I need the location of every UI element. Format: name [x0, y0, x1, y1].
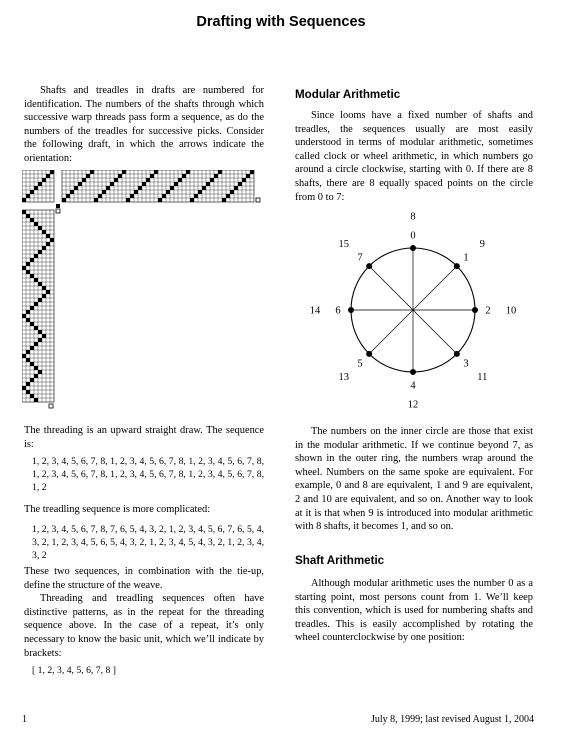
tieup-mark	[34, 186, 38, 190]
tieup-mark	[26, 194, 30, 198]
threading-mark	[214, 174, 218, 178]
threading-mark	[70, 190, 74, 194]
threading-mark	[194, 194, 198, 198]
treadling-mark	[38, 298, 42, 302]
treadling-mark	[46, 290, 50, 294]
treadling-mark	[38, 226, 42, 230]
threading-mark	[238, 182, 242, 186]
treadling-mark	[38, 282, 42, 286]
closing-block	[24, 565, 264, 678]
inner-number: 3	[463, 358, 469, 370]
treadling-mark	[34, 374, 38, 378]
threading-mark	[202, 186, 206, 190]
threading-mark	[158, 198, 162, 202]
treadling-mark	[42, 230, 46, 234]
threading-mark	[142, 182, 146, 186]
wheel-point	[348, 307, 354, 313]
threading-mark	[110, 182, 114, 186]
threading-mark	[198, 190, 202, 194]
treadling-mark	[30, 274, 34, 278]
treadling-mark	[30, 306, 34, 310]
threading-mark	[178, 178, 182, 182]
treadling-mark	[34, 254, 38, 258]
treadling-mark	[22, 210, 26, 214]
threading-mark	[162, 194, 166, 198]
threading-mark	[182, 174, 186, 178]
treadling-mark	[38, 330, 42, 334]
threading-mark	[146, 178, 150, 182]
inner-number: 2	[485, 305, 491, 317]
threading-mark	[82, 178, 86, 182]
threading-mark	[242, 178, 246, 182]
treadling-mark	[34, 278, 38, 282]
outer-number: 10	[505, 305, 517, 317]
treadling-mark	[42, 246, 46, 250]
threading-mark	[86, 174, 90, 178]
treadling-mark	[26, 270, 30, 274]
treadling-mark	[26, 214, 30, 218]
bracket-sequence: [ 1, 2, 3, 4, 5, 6, 7, 8 ]	[32, 665, 116, 677]
threading-mark	[222, 198, 226, 202]
threading-mark	[226, 194, 230, 198]
outer-number: 12	[407, 399, 419, 411]
wheel-point	[366, 351, 372, 357]
numbers-paragraph: The numbers on the inner circle are those that exist in the modular arithmetic. If we continue beyond 7, as shown in the outer ring, the numbers wrap around the wheel. Numbers on the same spoke are equivalent. For example, 0 and 8 are equivalent, 1 and 9 are equivalent, 2 and 10 are equivalent, and so on. Another way to look at it is that when 9 is introduced into modular arithmetic with 8 shafts, it becomes 1, and so on.	[295, 426, 533, 533]
orientation-arrow	[49, 404, 53, 408]
threading-mark	[210, 178, 214, 182]
threading-mark	[98, 194, 102, 198]
threading-mark	[206, 182, 210, 186]
outer-number: 13	[338, 371, 349, 383]
threading-mark	[134, 190, 138, 194]
treadling-mark	[38, 338, 42, 342]
threading-mark	[150, 174, 154, 178]
wheel-point	[366, 263, 372, 269]
threading-mark	[118, 174, 122, 178]
threading-mark	[78, 182, 82, 186]
treadling-mark	[30, 346, 34, 350]
treadling-mark	[26, 358, 30, 362]
treadling-mark	[42, 286, 46, 290]
treadling-mark	[42, 294, 46, 298]
treadling-mark	[34, 398, 38, 402]
threading-mark	[234, 186, 238, 190]
treadling-mark	[50, 238, 54, 242]
treadling-mark	[34, 342, 38, 346]
outer-number: 9	[479, 239, 485, 251]
threading-mark	[250, 170, 254, 174]
threading-mark	[174, 182, 178, 186]
threading-mark	[154, 170, 158, 174]
inner-number: 7	[357, 252, 363, 264]
threading-mark	[190, 198, 194, 202]
threading-mark	[230, 190, 234, 194]
treadling-mark	[34, 222, 38, 226]
treadling-mark	[38, 250, 42, 254]
tieup-mark	[38, 182, 42, 186]
outer-number: 11	[477, 371, 488, 383]
combination-text: These two sequences, in combination with the tie-up, define the structure of the weave.	[24, 566, 264, 591]
threading-mark	[62, 198, 66, 202]
inner-number: 6	[335, 305, 341, 317]
treadling-mark	[22, 386, 26, 390]
threading-block	[24, 424, 264, 494]
treadling-mark	[30, 378, 34, 382]
footer-date: July 8, 1999; last revised August 1, 2004	[370, 714, 534, 725]
treadling-mark	[26, 318, 30, 322]
treadling-mark	[30, 218, 34, 222]
weaving-draft	[22, 170, 272, 420]
threading-sequence: 1, 2, 3, 4, 5, 6, 7, 8, 1, 2, 3, 4, 5, 6, 7, 8, 1, 2, 3, 4, 5, 6, 7, 8, 1, 2, 3, 4, 5, 6, 7, 8, 1, 2, 3, 4, 5, 6, 7, 8, 1, 2, 3, 4, 5, 6, 7, 8, 1, 2	[32, 456, 264, 494]
treadling-block	[24, 503, 264, 562]
treadling-mark	[26, 262, 30, 266]
threading-mark	[94, 198, 98, 202]
shaft-paragraph: Although modular arithmetic uses the number 0 as a starting point, most persons count from 1. We’ll keep this convention, which is used for numbering shafts and treadles. This is easily accomplished by rotating the wheel counterclockwise by one position:	[295, 578, 533, 644]
wheel-point	[472, 307, 478, 313]
treadling-mark	[46, 242, 50, 246]
treadling-text: The treadling sequence is more complicated:	[24, 504, 211, 515]
treadling-mark	[22, 266, 26, 270]
treadling-mark	[30, 362, 34, 366]
treadling-mark	[26, 310, 30, 314]
threading-mark	[166, 190, 170, 194]
inner-number: 1	[463, 252, 469, 264]
threading-mark	[122, 170, 126, 174]
treadling-sequence: 1, 2, 3, 4, 5, 6, 7, 8, 7, 6, 5, 4, 3, 2, 1, 2, 3, 4, 5, 6, 7, 6, 5, 4, 3, 2, 1, 2, 3, 4, 5, 6, 5, 4, 3, 2, 1, 2, 3, 4, 5, 4, 3, 2, 1, 2, 3, 4, 3, 2	[32, 523, 264, 561]
threading-mark	[106, 186, 110, 190]
page-title: Drafting with Sequences	[196, 14, 366, 30]
threading-mark	[170, 186, 174, 190]
patterns-text: Threading and treadling sequences often have distinctive patterns, as in the repeat for the threading sequence above. In the case of a repeat, it’s only necessary to know the basic unit, which we’ll indicate by brackets:	[24, 593, 264, 659]
treadling-mark	[46, 234, 50, 238]
threading-mark	[66, 194, 70, 198]
modular-heading: Modular Arithmetic	[295, 88, 401, 101]
treadling-mark	[34, 366, 38, 370]
modular-wheel	[295, 204, 533, 418]
threading-mark	[186, 170, 190, 174]
intro-paragraph: Shafts and treadles in drafts are numbered for identification. The numbers of the shafts through which successive warp threads pass form a sequence, as do the numbers of the treadles for successive picks. Consider the following draft, in which the arrows indicate the orientation:	[24, 85, 264, 164]
tieup-mark	[22, 198, 26, 202]
page-number: 1	[22, 714, 27, 725]
treadling-mark	[30, 322, 34, 326]
inner-number: 4	[410, 380, 416, 392]
wheel-point	[454, 263, 460, 269]
orientation-arrow	[256, 198, 260, 202]
tieup-grid	[22, 170, 54, 202]
outer-number: 15	[338, 239, 349, 251]
threading-mark	[126, 198, 130, 202]
threading-mark	[114, 178, 118, 182]
modular-paragraph: Since looms have a fixed number of shafts and treadles, the sequences usually are most easily understood in terms of modular arithmetic, sometimes called clock or wheel arithmetic, in which numbers go around a circle clockwise, starting with 0. If there are 8 shafts, there are 8 equally spaced points on the circle from 0 to 7:	[295, 110, 533, 203]
treadling-mark	[30, 394, 34, 398]
outer-number: 8	[410, 211, 416, 223]
threading-mark	[90, 170, 94, 174]
treadling-mark	[34, 302, 38, 306]
threading-text: The threading is an upward straight draw. The sequence is:	[24, 425, 264, 450]
orientation-arrow	[56, 204, 60, 208]
treadling-mark	[42, 334, 46, 338]
tieup-mark	[42, 178, 46, 182]
threading-mark	[246, 174, 250, 178]
inner-number: 5	[357, 358, 363, 370]
treadling-grid	[22, 210, 54, 402]
tieup-mark	[50, 170, 54, 174]
tieup-mark	[46, 174, 50, 178]
threading-mark	[102, 190, 106, 194]
treadling-mark	[22, 354, 26, 358]
outer-number: 14	[309, 305, 321, 317]
tieup-mark	[30, 190, 34, 194]
treadling-mark	[26, 382, 30, 386]
orientation-arrow	[56, 209, 60, 213]
threading-mark	[74, 186, 78, 190]
wheel-point	[410, 245, 416, 251]
inner-number: 0	[410, 230, 416, 242]
threading-mark	[130, 194, 134, 198]
shaft-heading: Shaft Arithmetic	[295, 554, 385, 567]
wheel-point	[454, 351, 460, 357]
treadling-mark	[38, 370, 42, 374]
treadling-mark	[22, 314, 26, 318]
treadling-mark	[26, 350, 30, 354]
treadling-mark	[26, 390, 30, 394]
wheel-point	[410, 369, 416, 375]
treadling-mark	[34, 326, 38, 330]
threading-grid	[62, 170, 254, 202]
treadling-mark	[30, 258, 34, 262]
threading-mark	[138, 186, 142, 190]
threading-mark	[218, 170, 222, 174]
